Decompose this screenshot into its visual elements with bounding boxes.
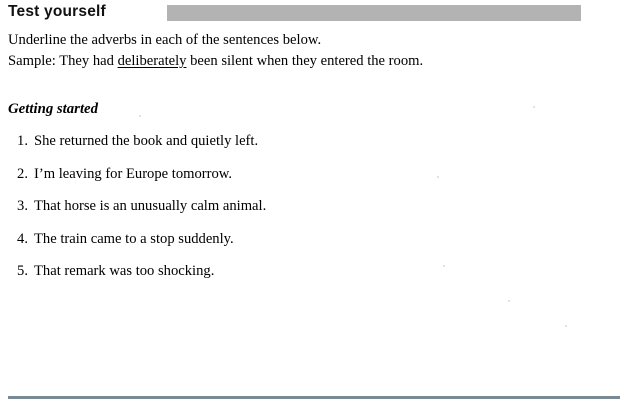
question-text: I’m leaving for Europe tomorrow. xyxy=(34,165,233,182)
sample-suffix: been silent when they entered the room. xyxy=(186,53,424,69)
instructions xyxy=(8,30,608,72)
list-item xyxy=(8,164,338,186)
list-item xyxy=(8,229,338,251)
instruction-line: Underline the adverbs in each of the sentences below. xyxy=(8,32,322,48)
question-text: The train came to a stop suddenly. xyxy=(34,230,234,247)
sample-sentence xyxy=(8,51,608,72)
list-item xyxy=(8,261,338,283)
list-item xyxy=(8,131,338,153)
scan-speck xyxy=(437,176,439,178)
section-heading: Getting started xyxy=(8,101,99,117)
question-text: That remark was too shocking. xyxy=(34,263,215,279)
question-text: She returned the book and quietly left. xyxy=(34,133,259,149)
scan-speck xyxy=(508,300,510,302)
question-text: That horse is an unusually calm animal. xyxy=(34,198,267,214)
sample-underlined-word: deliberately xyxy=(117,53,187,69)
question-number: 3. xyxy=(17,198,28,214)
question-number: 1. xyxy=(17,133,28,149)
page-title: Test yourself xyxy=(8,3,106,20)
bottom-divider xyxy=(8,396,620,399)
question-number: 2. xyxy=(17,165,28,182)
header-grey-bar xyxy=(167,5,581,21)
scan-speck xyxy=(139,115,141,117)
scan-speck xyxy=(565,325,567,327)
question-number: 4. xyxy=(17,230,28,247)
scan-speck xyxy=(533,106,535,108)
question-number: 5. xyxy=(17,263,28,279)
sample-prefix: Sample: They had xyxy=(8,53,118,69)
scan-speck xyxy=(443,265,445,267)
question-list xyxy=(8,131,338,294)
header xyxy=(8,2,620,26)
list-item xyxy=(8,196,338,218)
